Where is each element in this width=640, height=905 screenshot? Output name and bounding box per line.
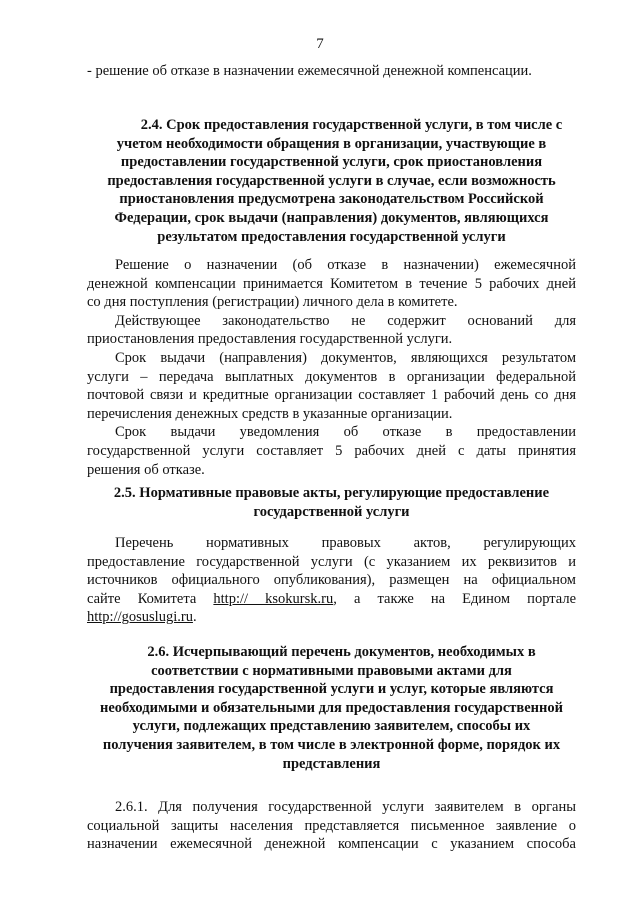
body-line (87, 590, 576, 609)
body-line: Решение о назначении (об отказе в назначении) ежемесячной (115, 257, 576, 273)
body-line (87, 608, 576, 627)
heading-line: результатом предоставления государственной услуги (157, 228, 506, 245)
heading-line: предоставления государственной услуги и услуг, которые являются (109, 681, 554, 698)
body-line: 2.6.1. Для получения государственной услуги заявителем в органы (115, 799, 576, 815)
intro-line (87, 62, 576, 81)
section-2-4-heading (87, 116, 576, 246)
text-fragment: сайте Комитета (87, 590, 214, 607)
heading-line: учетом необходимости обращения в организации, участвующие в (116, 135, 547, 152)
body-line: приостановления предоставления государственной услуги. (87, 331, 453, 348)
heading-line: необходимыми и обязательными для предоставления государственной (100, 699, 563, 716)
gosuslugi-link[interactable]: http://gosuslugi.ru (87, 609, 193, 626)
heading-line: Федерации, срок выдачи (направления) документов, являющихся (114, 209, 549, 226)
body-line: со дня поступления (регистрации) личного дела в комитете. (87, 294, 458, 311)
heading-line: соответствии с нормативными правовыми актами для (151, 662, 512, 679)
section-2-6-heading (87, 643, 576, 773)
body-line: государственной услуги составляет 5 рабочих дней с даты принятия (87, 442, 576, 459)
body-line: назначении ежемесячной денежной компенсации с указанием способа (87, 836, 576, 853)
heading-line: предоставления государственной услуги в случае, если возможность (107, 172, 556, 189)
heading-line: получения заявителем, в том числе в электронной форме, порядок их (102, 736, 561, 753)
heading-line: приостановления предусмотрена законодательством Российской (119, 191, 544, 208)
page-number: 7 (316, 36, 324, 52)
section-2-6-body (87, 798, 576, 854)
body-line: услуги – передача выплатных документов в организации федеральной (87, 368, 576, 385)
body-line: источников официального опубликования), размещен на официальном (87, 572, 576, 589)
body-line: перечисления денежных средств в указанные организации. (87, 405, 453, 422)
body-line: решения об отказе. (87, 461, 205, 478)
body-line: Перечень нормативных правовых актов, регулирующих (115, 535, 576, 551)
heading-line: 2.4. Срок предоставления государственной услуги, в том числе с (140, 117, 563, 133)
heading-line: представления (282, 755, 381, 772)
body-line: социальной защиты населения представляется письменное заявление о (87, 817, 576, 834)
heading-line: услуги, подлежащих представлению заявителем, способы их (132, 718, 531, 735)
body-line: Действующее законодательство не содержит оснований для (115, 312, 576, 329)
heading-line: государственной услуги (253, 503, 410, 520)
body-line: Срок выдачи (направления) документов, являющихся результатом (115, 349, 576, 366)
body-line: почтовой связи и кредитные организации составляет 1 рабочий день со дня (87, 387, 576, 404)
heading-line: предоставлении государственной услуги, срок приостановления (120, 154, 543, 171)
ksokursk-link[interactable]: http:// ksokursk.ru (213, 590, 334, 607)
section-2-5-body (87, 534, 576, 627)
section-2-4-body (87, 256, 576, 479)
heading-line: 2.6. Исчерпывающий перечень документов, необходимых в (147, 644, 536, 660)
heading-line: 2.5. Нормативные правовые акты, регулирующие предоставление (113, 485, 550, 501)
section-2-5-heading (87, 484, 576, 521)
body-line: Срок выдачи уведомления об отказе в предоставлении (115, 424, 576, 441)
body-line: денежной компенсации принимается Комитетом в течение 5 рабочих дней (87, 275, 576, 292)
text-fragment: , а также на Едином портале (333, 590, 576, 607)
body-line: предоставление государственной услуги (с указанием их реквизитов и (87, 553, 576, 570)
list-item: - решение об отказе в назначении ежемесячной денежной компенсации. (87, 63, 532, 79)
text-fragment: . (192, 609, 197, 626)
